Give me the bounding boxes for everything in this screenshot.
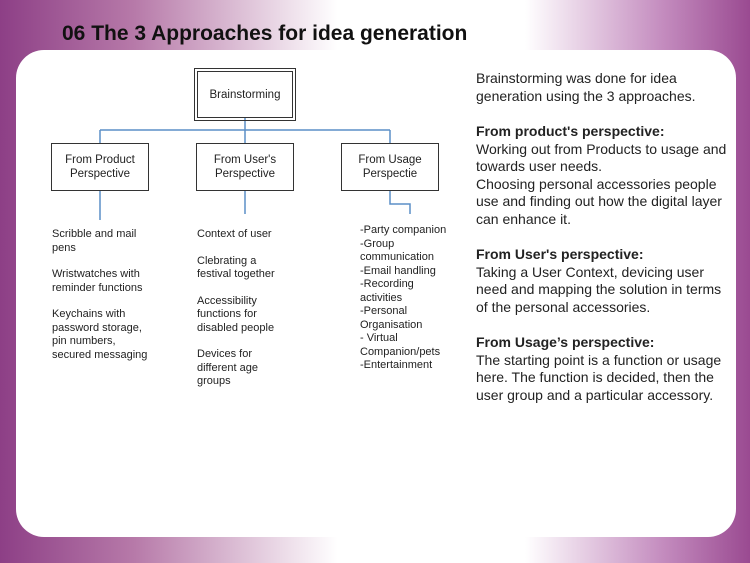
section-body-product: Working out from Products to usage and towards user needs. Choosing personal accessories people use and finding out how the digital layer can enhance it. [476,140,727,227]
branch-product-node [51,143,149,191]
list-item: Context of user [197,228,272,240]
branch-product-label: From Product Perspective [65,154,135,180]
slide-title: 06 The 3 Approaches for idea generation [62,22,468,45]
root-node [197,71,293,118]
list-item: -Group communication [360,237,434,263]
list-item: Keychains with password storage, pin numbers, secured messaging [52,308,148,361]
list-item: -Recording activities [360,278,414,304]
drop-usage [390,191,410,214]
description-block [476,70,731,422]
list-item: Devices for different age groups [197,348,258,387]
user-ideas-list [197,228,287,402]
list-item: -Entertainment [360,359,433,371]
section-body-usage: The starting point is a function or usage here. The function is decided, then the user group and a particular accessory. [476,351,722,403]
list-item: Wristwatches with reminder functions [52,268,143,294]
list-item: - Virtual Companion/pets [360,332,441,358]
branch-user-label: From User's Perspective [213,154,277,180]
root-node-label: Brainstorming [209,88,281,101]
list-item: -Party companion [360,224,447,236]
product-ideas-list [52,228,152,375]
usage-ideas-list [360,224,455,373]
branch-user-node [196,143,294,191]
list-item: -Personal Organisation [360,305,423,331]
section-heading-usage: From Usage’s perspective: [476,334,655,350]
section-heading-user: From User's perspective: [476,246,644,262]
list-item: Clebrating a festival together [197,254,275,280]
section-body-user: Taking a User Context, devicing user need and mapping the solution in terms of the personal accessories. [476,263,722,315]
branch-usage-node [341,143,439,191]
list-item: -Email handling [360,264,436,277]
list-item: Scribble and mail pens [52,228,137,254]
intro-text: Brainstorming was done for idea generation using the 3 approaches. [476,70,696,104]
branch-usage-label: From Usage Perspectie [358,154,422,180]
section-heading-product: From product's perspective: [476,123,665,139]
list-item: Accessibility functions for disabled people [197,294,275,334]
